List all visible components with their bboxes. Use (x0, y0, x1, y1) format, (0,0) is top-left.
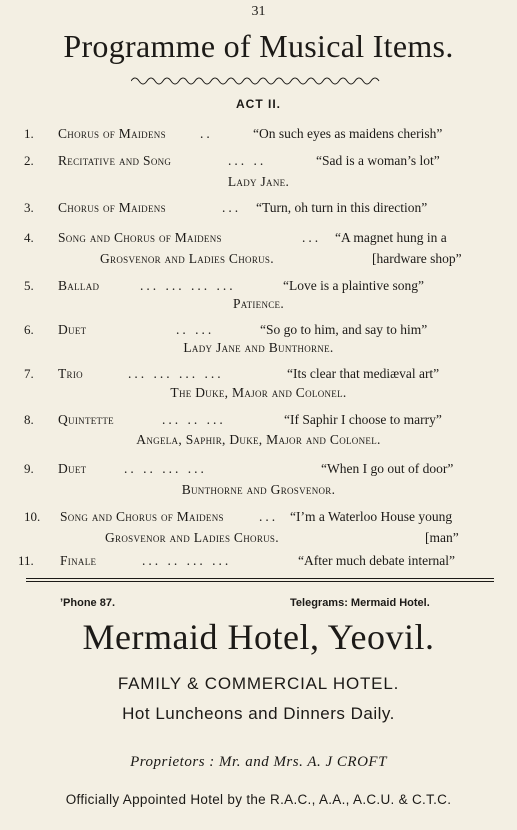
item-dots: ... ... ... ... (128, 366, 224, 381)
item-dots: ... .. ... ... (142, 553, 232, 568)
item-dots: ... .. ... (162, 412, 226, 427)
item-performers: Lady Jane. (227, 174, 290, 189)
item-performers: Patience. (232, 296, 285, 311)
programme-item-4 (0, 230, 517, 250)
programme-item-3 (0, 200, 517, 220)
programme-item-10 (0, 509, 517, 529)
item-performers: Lady Jane and Bunthorne. (183, 340, 334, 355)
item-dots: ... (302, 230, 322, 245)
item-title: Ballad (58, 278, 100, 293)
page-number: 31 (251, 4, 266, 19)
item-number: 4. (24, 230, 34, 245)
item-title: Quintette (58, 412, 114, 427)
item-number: 3. (24, 200, 34, 215)
item-quote: “A magnet hung in a (335, 230, 447, 245)
item-quote: “Turn, oh turn in this direction” (256, 200, 428, 215)
item-quote: “Love is a plaintive song” (283, 278, 424, 293)
item-number: 8. (24, 412, 34, 427)
item-number: 5. (24, 278, 34, 293)
item-performers: The Duke, Major and Colonel. (170, 385, 347, 400)
hotel-type: FAMILY & COMMERCIAL HOTEL. (117, 674, 400, 693)
item-number: 7. (24, 366, 34, 381)
divider-line (26, 581, 494, 582)
item-title: Trio (58, 366, 83, 381)
hotel-services: Hot Luncheons and Dinners Daily. (122, 704, 395, 723)
item-quote: “I’m a Waterloo House young (290, 509, 453, 524)
item-quote-continued: [hardware shop” (372, 251, 462, 266)
page-title: Programme of Musical Items. (63, 28, 454, 64)
item-title: Duet (58, 461, 87, 476)
item-title: Chorus of Maidens (58, 126, 166, 141)
item-quote: “If Saphir I choose to marry” (284, 412, 442, 427)
appointment-notice: Officially Appointed Hotel by the R.A.C., A.A., A.C.U. & C.T.C. (65, 792, 452, 807)
divider-line (26, 578, 494, 579)
telegrams-address: Telegrams: Mermaid Hotel. (290, 597, 430, 609)
item-title: Song and Chorus of Maidens (60, 509, 224, 524)
item-title: Duet (58, 322, 87, 337)
item-title: Finale (60, 553, 97, 568)
item-number: 11. (18, 553, 34, 568)
item-dots: .. ... (176, 322, 215, 337)
item-title: Chorus of Maidens (58, 200, 166, 215)
item-dots: .. .. ... ... (124, 461, 207, 476)
phone-number: ’Phone 87. (60, 597, 116, 609)
hotel-name: Mermaid Hotel, Yeovil. (82, 617, 435, 657)
item-performers: Angela, Saphir, Duke, Major and Colonel. (136, 432, 381, 447)
item-quote: “When I go out of door” (321, 461, 454, 476)
programme-item-11 (0, 553, 517, 573)
item-title: Recitative and Song (58, 153, 172, 168)
programme-item-9 (0, 461, 517, 481)
item-quote: “Its clear that mediæval art” (287, 366, 440, 381)
item-quote-continued: [man” (425, 530, 459, 545)
item-quote: “After much debate internal” (298, 553, 456, 568)
item-dots: .. (200, 126, 213, 141)
item-dots: ... (259, 509, 279, 524)
item-number: 10. (24, 509, 41, 524)
programme-item-8 (0, 412, 517, 432)
item-performers: Bunthorne and Grosvenor. (181, 482, 336, 497)
proprietors: Proprietors : Mr. and Mrs. A. J CROFT (130, 754, 387, 770)
item-quote: “So go to him, and say to him” (260, 322, 428, 337)
programme-item-7 (0, 366, 517, 386)
item-performers: Grosvenor and Ladies Chorus. (100, 251, 274, 266)
item-dots: ... .. (228, 153, 267, 168)
item-quote: “On such eyes as maidens cherish” (253, 126, 443, 141)
act-heading: ACT II. (236, 97, 281, 111)
item-number: 9. (24, 461, 34, 476)
item-performers: Grosvenor and Ladies Chorus. (105, 530, 279, 545)
wavy-divider (131, 73, 383, 85)
item-dots: ... ... ... ... (140, 278, 236, 293)
item-number: 1. (24, 126, 34, 141)
item-title: Song and Chorus of Maidens (58, 230, 222, 245)
item-dots: ... (222, 200, 242, 215)
item-number: 6. (24, 322, 34, 337)
item-quote: “Sad is a woman’s lot” (316, 153, 440, 168)
programme-item-2 (0, 153, 517, 173)
programme-item-1 (0, 126, 517, 146)
item-number: 2. (24, 153, 34, 168)
programme-item-6 (0, 322, 517, 342)
programme-item-5 (0, 278, 517, 298)
